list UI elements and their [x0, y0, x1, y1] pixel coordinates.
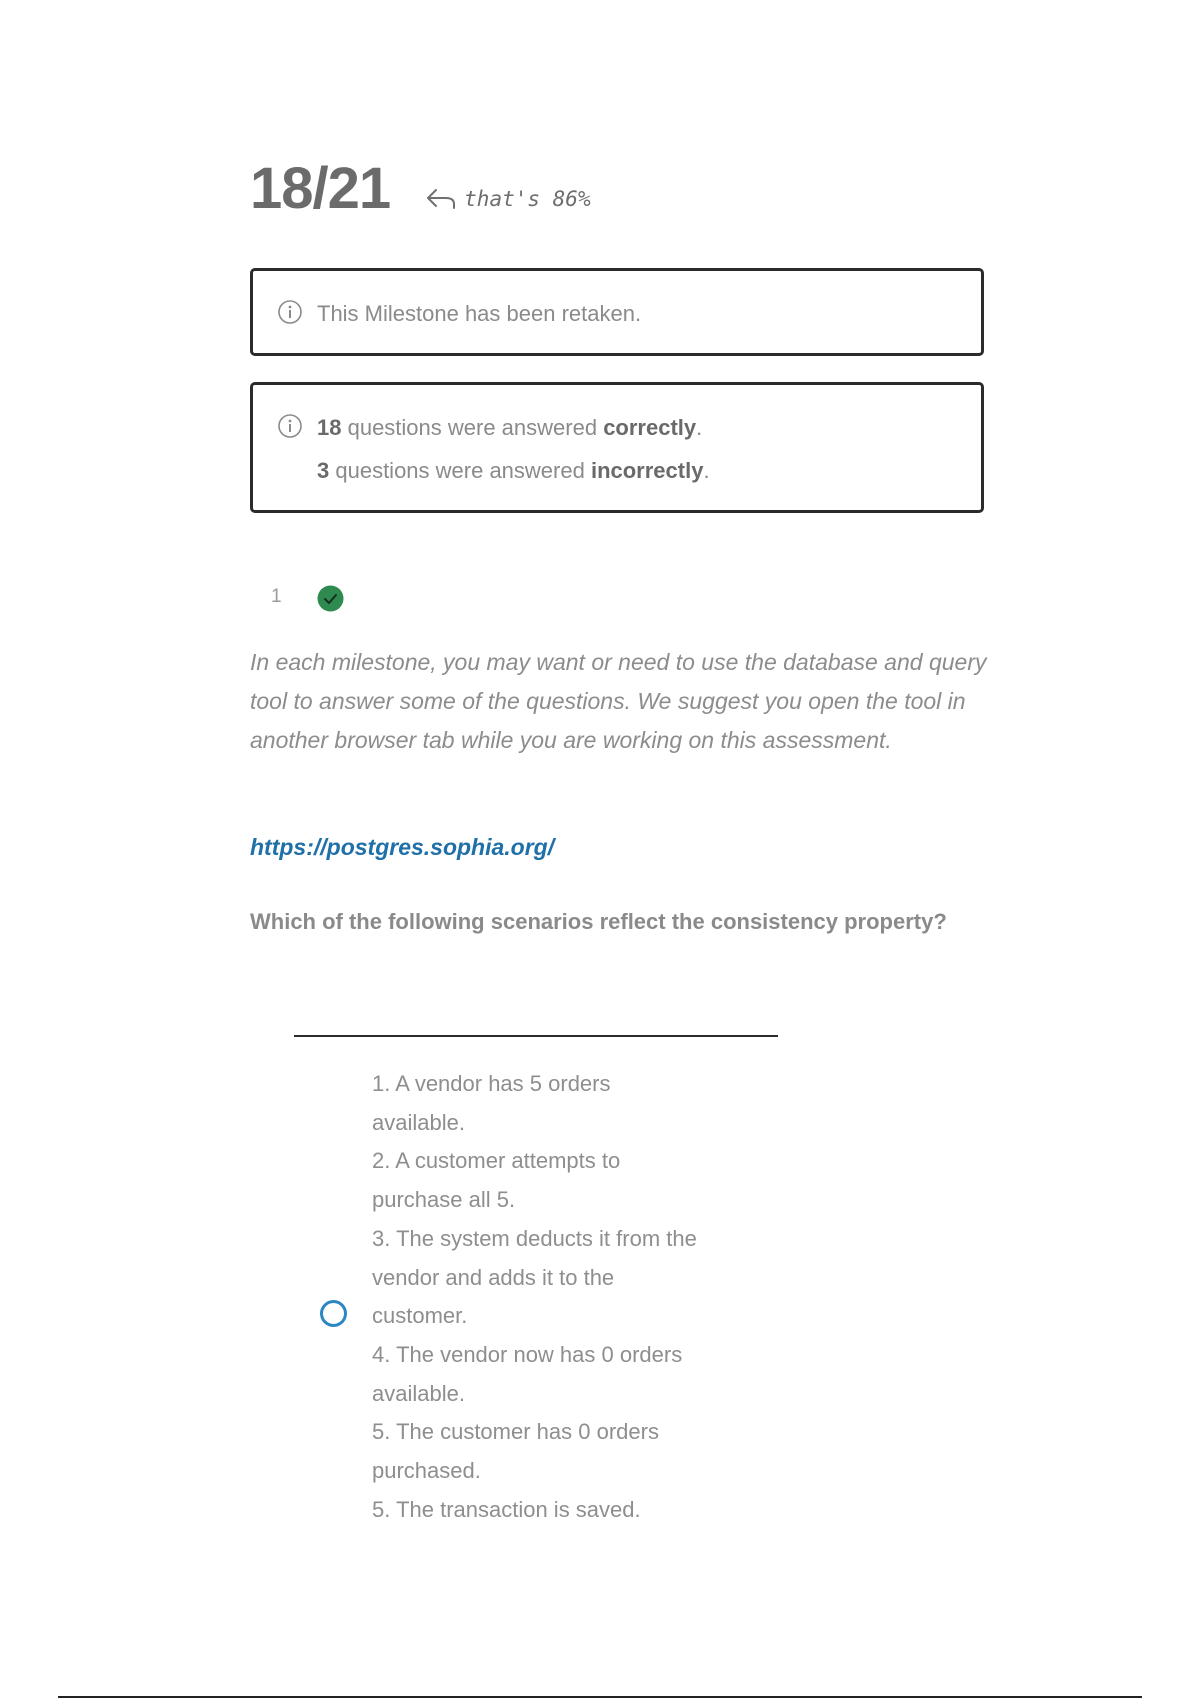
results-summary [250, 382, 984, 513]
correct-mid-text: questions were answered [341, 415, 604, 440]
info-icon [277, 299, 303, 325]
percent-note [424, 186, 590, 212]
question-prompt: Which of the following scenarios reflect the consistency property? [250, 909, 947, 934]
return-arrow-icon [424, 186, 458, 212]
answer-line: 2. A customer attempts to [372, 1148, 621, 1174]
answer-line: 5. The customer has 0 orders [372, 1419, 659, 1445]
correct-word: correctly [603, 415, 697, 440]
retaken-text: This Milestone has been retaken. [317, 301, 642, 326]
retaken-notice [250, 268, 984, 356]
answer-radio[interactable] [320, 1300, 347, 1327]
score-header [250, 156, 591, 221]
question-instructions: In each milestone, you may want or need to use the database and query tool to answer some of the questions. We suggest you open the tool in another browser tab while you are working on this assessment. [250, 649, 987, 753]
incorrect-mid-text: questions were answered [329, 458, 591, 483]
answer-line: 3. The system deducts it from the [372, 1225, 697, 1251]
answer-line: 1. A vendor has 5 orders [372, 1071, 611, 1096]
incorrect-count: 3 [317, 458, 330, 483]
answer-line: 4. The vendor now has 0 orders [372, 1341, 683, 1367]
query-tool-link[interactable]: https://postgres.sophia.org/ [250, 834, 555, 860]
answer-option[interactable] [372, 1065, 772, 1529]
question-number: 1 [271, 586, 282, 607]
info-icon [277, 413, 303, 439]
divider [294, 1035, 778, 1037]
answer-line: available. [372, 1380, 465, 1406]
correct-summary [317, 415, 702, 441]
incorrect-summary [317, 458, 710, 484]
page-bottom-rule [58, 1696, 1142, 1698]
answer-line: purchase all 5. [372, 1187, 516, 1213]
percent-note-text: that's 86% [464, 187, 591, 211]
correct-period: . [696, 415, 703, 440]
answer-line: purchased. [372, 1458, 481, 1484]
incorrect-period: . [703, 458, 710, 483]
answer-line: available. [372, 1109, 465, 1135]
answer-line: customer. [372, 1303, 468, 1329]
incorrect-word: incorrectly [590, 458, 704, 483]
answer-line: vendor and adds it to the [372, 1264, 615, 1290]
answer-line: 5. The transaction is saved. [372, 1496, 641, 1522]
score-value: 18/21 [250, 156, 391, 221]
correct-count: 18 [317, 415, 342, 440]
correct-check-icon [317, 585, 344, 612]
